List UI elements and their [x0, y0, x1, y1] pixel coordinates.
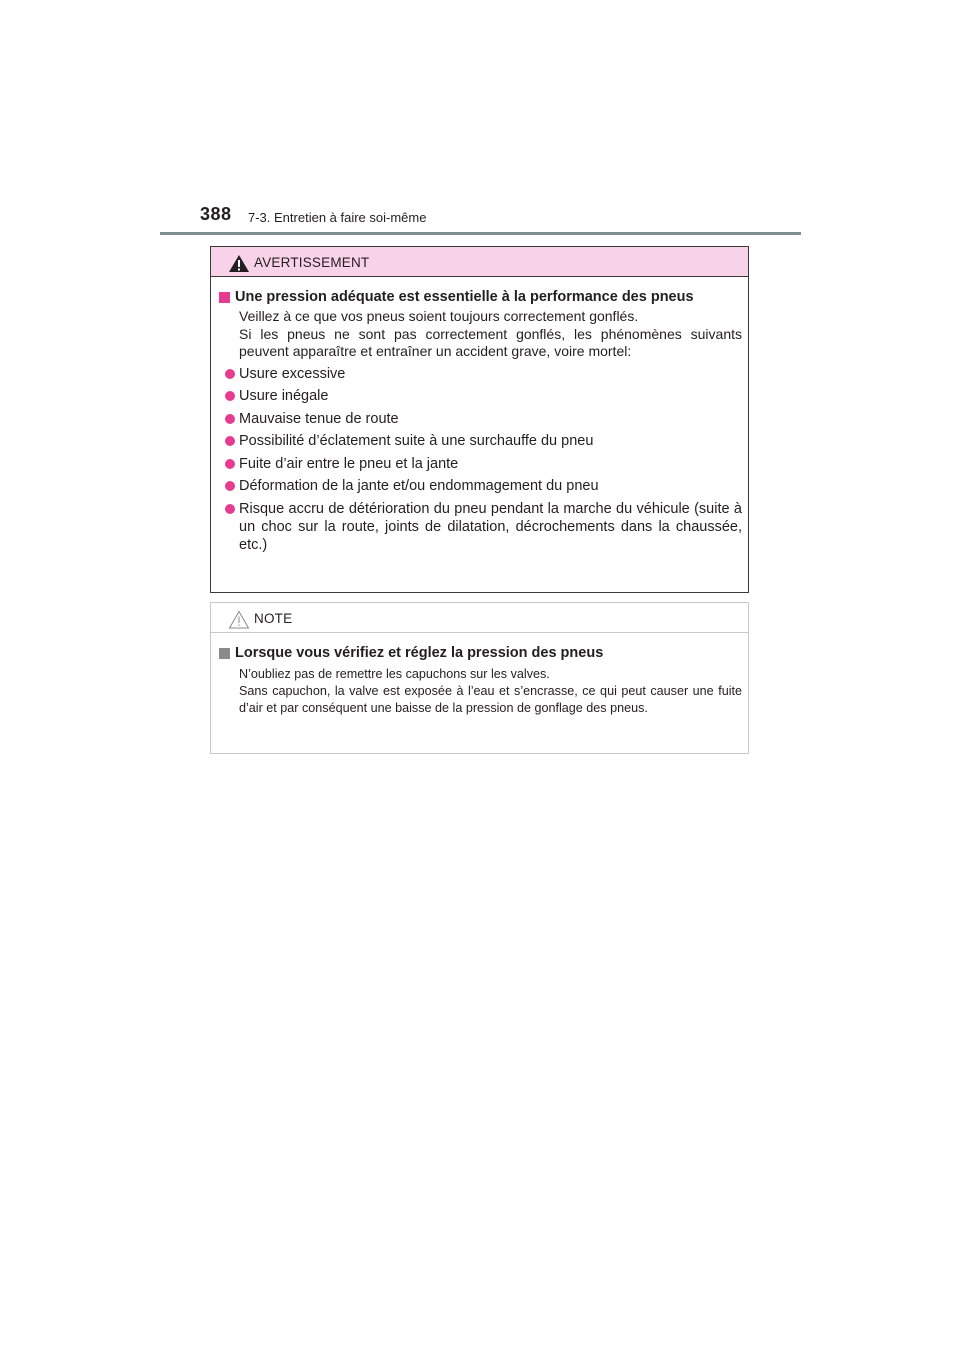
warning-bullet-list: [219, 365, 742, 555]
list-item-text: Usure inégale: [239, 388, 329, 405]
dot-bullet-icon: [225, 414, 235, 424]
note-paragraph: N’oubliez pas de remettre les capuchons sur les valves.: [239, 667, 550, 681]
page-number: 388: [200, 204, 232, 224]
warning-heading: [219, 288, 742, 307]
list-item: [225, 365, 742, 383]
list-item-text: Mauvaise tenue de route: [239, 410, 399, 427]
list-item-text: Déformation de la jante et/ou endommagement du pneu: [239, 478, 599, 495]
note-label: NOTE: [254, 611, 293, 626]
header-divider: [160, 232, 801, 235]
warning-paragraph: Veillez à ce que vos pneus soient toujours correctement gonflés.: [239, 308, 639, 324]
warning-label: AVERTISSEMENT: [254, 255, 370, 270]
note-heading-text: Lorsque vous vérifiez et réglez la pression des pneus: [235, 645, 604, 661]
list-item: [225, 455, 742, 473]
note-box-header: [211, 603, 748, 633]
list-item-text: Risque accru de détérioration du pneu pendant la marche du véhicule (suite à un choc sur la route, joints de dilatation, décrochements dans la chaussée, etc.): [239, 501, 742, 554]
warning-box-body: [211, 277, 748, 554]
list-item: [225, 477, 742, 495]
list-item-text: Possibilité d’éclatement suite à une surchauffe du pneu: [239, 433, 594, 450]
list-item-text: Usure excessive: [239, 365, 346, 382]
dot-bullet-icon: [225, 436, 235, 446]
dot-bullet-icon: [225, 369, 235, 379]
dot-bullet-icon: [225, 391, 235, 401]
note-box: [210, 602, 749, 754]
caution-outline-icon: [228, 610, 250, 629]
page-header: [160, 198, 800, 236]
warning-box: [210, 246, 749, 593]
list-item: [225, 410, 742, 428]
warning-heading-text: Une pression adéquate est essentielle à la performance des pneus: [235, 289, 694, 305]
dot-bullet-icon: [225, 459, 235, 469]
warning-box-header: [211, 247, 748, 277]
warning-triangle-icon: [228, 254, 250, 273]
dot-bullet-icon: [225, 504, 235, 514]
note-paragraph: Sans capuchon, la valve est exposée à l’eau et s’encrasse, ce qui peut causer une fuite d’air et par conséquent une baisse de la pression de gonflage des pneus.: [239, 684, 742, 715]
list-item: [225, 500, 742, 554]
list-item: [225, 432, 742, 450]
section-title: 7-3. Entretien à faire soi-même: [248, 210, 427, 225]
square-bullet-icon: [219, 648, 230, 659]
list-item-text: Fuite d’air entre le pneu et la jante: [239, 455, 459, 472]
note-box-body: [211, 633, 748, 717]
square-bullet-icon: [219, 292, 230, 303]
note-heading: [219, 644, 742, 663]
warning-paragraph: Si les pneus ne sont pas correctement gonflés, les phénomènes suivants peuvent apparaître et entraîner un accident grave, voire mortel:: [239, 325, 742, 359]
dot-bullet-icon: [225, 481, 235, 491]
list-item: [225, 387, 742, 405]
